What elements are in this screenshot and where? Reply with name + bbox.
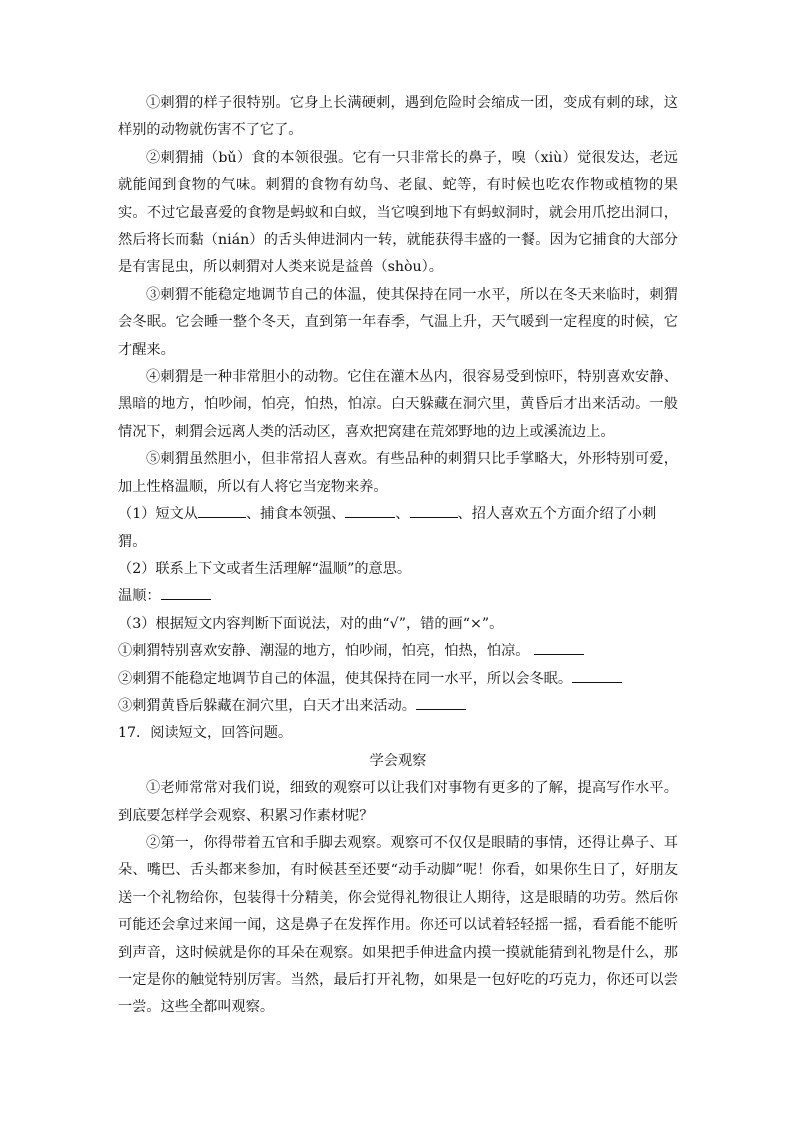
hedgehog-paragraph-2: ②刺猬捕（bǔ）食的本领很强。它有一只非常长的鼻子，嗅（xiù）觉很发达，老远就能闻到食物的气味。刺猬的食物有幼鸟、老鼠、蛇等，有时候也吃农作物或植物的果实。不过它最喜爱的食物是蚂蚁和白蚁，当它嗅到地下有蚂蚁洞时，就会用爪挖出洞口，然后将长而黏（nián）的舌头伸进洞内一转，就能获得丰盛的一餐。因为它捕食的大部分是有害昆虫，所以刺猬对人类来说是益兽（shòu）。	[118, 149, 678, 276]
question-1-text-d: 、招人喜欢五个方面介绍了小刺猬。	[118, 506, 657, 550]
answer-blank-2[interactable]	[345, 503, 395, 518]
answer-blank-3[interactable]	[410, 503, 458, 518]
hedgehog-paragraph-3: ③刺猬不能稳定地调节自己的体温，使其保持在同一水平，所以在冬天来临时，刺猬会冬眠。它会睡一整个冬天，直到第一年春季，气温上升，天气暖到一定程度的时候，它才醒来。	[118, 286, 678, 358]
judge-item-1-text: ①刺猬特别喜欢安静、潮湿的地方，怕吵闹，怕亮，怕热，怕凉。	[118, 643, 530, 660]
question-1-text-a: （1）短文从	[118, 506, 198, 523]
hedgehog-paragraph-5: ⑤刺猬虽然胆小，但非常招人喜欢。有些品种的刺猬只比手掌略大，外形特别可爱，加上性格温顺，所以有人将它当宠物来养。	[118, 451, 678, 495]
judge-item-1	[118, 638, 678, 665]
question-3: （3）根据短文内容判断下面说法，对的曲“√”，错的画“×”。	[118, 615, 504, 632]
judge-item-2-text: ②刺猬不能稳定地调节自己的体温，使其保持在同一水平，所以会冬眠。	[118, 670, 573, 687]
question-2-label: 温顺：	[118, 588, 161, 605]
answer-blank-4[interactable]	[161, 585, 211, 600]
question-1-text-b: 、捕食本领强、	[245, 506, 346, 523]
judge-blank-3[interactable]	[416, 695, 466, 710]
passage-title: 学会观察	[369, 752, 427, 769]
question-2-answer-line	[118, 583, 678, 610]
judge-blank-2[interactable]	[572, 668, 622, 683]
answer-blank-1[interactable]	[198, 503, 246, 518]
judge-item-3-text: ③刺猬黄昏后躲藏在洞穴里，白天才出来活动。	[118, 697, 416, 714]
hedgehog-paragraph-1: ①刺猬的样子很特别。它身上长满硬刺，遇到危险时会缩成一团，变成有刺的球，这样别的动物就伤害不了它了。	[118, 95, 678, 139]
observe-paragraph-2: ②第一，你得带着五官和手脚去观察。观察可不仅仅是眼睛的事情，还得让鼻子、耳朵、嘴巴、舌头都来参加，有时候甚至还要“动手动脚”呢！你看，如果你生日了，好朋友送一个礼物给你，包装得十分精美，你会觉得礼物很让人期待，这是眼睛的功劳。然后你可能还会拿过来闻一闻，这是鼻子在发挥作用。你还可以试着轻轻摇一摇，看看能不能听到声音，这时候就是你的耳朵在观察。如果把手伸进盒内摸一摸就能猜到礼物是什么，那一定是你的触觉特别厉害。当然，最后打开礼物，如果是一包好吃的巧克力，你还可以尝一尝。这些全都叫观察。	[118, 834, 678, 1016]
observe-paragraph-1: ①老师常常对我们说，细致的观察可以让我们对事物有更多的了解，提高写作水平。到底要怎样学会观察、积累习作素材呢？	[118, 780, 678, 824]
hedgehog-paragraph-4: ④刺猬是一种非常胆小的动物。它住在灌木丛内，很容易受到惊吓，特别喜欢安静、黑暗的地方，怕吵闹，怕亮，怕热，怕凉。白天躲藏在洞穴里，黄昏后才出来活动。一般情况下，刺猬会远离人类的活动区，喜欢把窝建在荒郊野地的边上或溪流边上。	[118, 369, 678, 440]
question-2: （2）联系上下文或者生活理解“温顺”的意思。	[118, 560, 412, 577]
question-17-header: 17．阅读短文，回答问题。	[118, 725, 293, 742]
question-1	[118, 501, 678, 556]
judge-item-2	[118, 666, 678, 693]
question-1-text-c: 、	[395, 506, 410, 523]
judge-blank-1[interactable]	[534, 640, 584, 655]
worksheet-page	[118, 90, 678, 1022]
judge-item-3	[118, 693, 678, 720]
